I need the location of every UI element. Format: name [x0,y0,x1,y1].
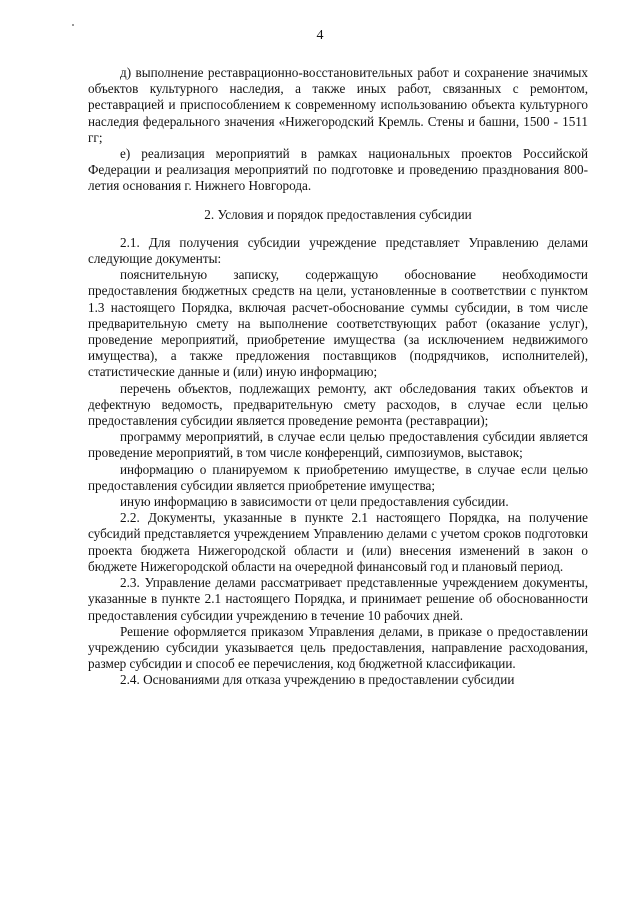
section-heading: 2. Условия и порядок предоставления субсидии [204,206,472,222]
paragraph-explanatory-note: пояснительную записку, содержащую обоснование необходимости предоставления бюджетных средств на цели, установленные в соответствии с пунктом 1.3 настоящего Порядка, включая расчет-обоснование суммы субсидии, в том числе предварительную смету на выполнение соответствующих работ (оказание услуг), проведение мероприятий, приобретение имущества (за исключением недвижимого имущества), а также предложения поставщиков (подрядчиков, исполнителей), статистические данные и (или) иную информацию; [88,267,588,380]
paragraph-decision: Решение оформляется приказом Управления делами, в приказе о предоставлении учреждению субсидии указывается цель предоставления, направление расходования, размер субсидии и способ ее перечисления, код бюджетной классификации. [88,623,588,672]
paragraph-2-4: 2.4. Основаниями для отказа учреждению в предоставлении субсидии [120,672,515,688]
paragraph-2-3: 2.3. Управление делами рассматривает представленные учреждением документы, указанные в пункте 2.1 настоящего Порядка, и принимает решение об обоснованности предоставления субсидии учреждению в течение 10 рабочих дней. [88,575,588,623]
paragraph-2-2: 2.2. Документы, указанные в пункте 2.1 настоящего Порядка, на получение субсидий представляется учреждением Управлению делами с учетом сроков подготовки проекта бюджета Нижегородской области и (или) внесения изменений в закон о бюджете Нижегородской области на очередной финансовый год и плановый период. [88,510,588,574]
paragraph-event-program: программу мероприятий, в случае если целью предоставления субсидии является проведение мероприятий, в том числе конференций, симпозиумов, выставок; [88,429,588,461]
paragraph-item-e: е) реализация мероприятий в рамках национальных проектов Российской Федерации и реализация мероприятий по подготовке и проведению празднования 800-летия основания г. Нижнего Новгорода. [88,146,588,194]
document-body [88,65,588,689]
paragraph-property-info: информацию о планируемом к приобретению имуществе, в случае если целью предоставления субсидии является приобретение имущества; [88,461,588,493]
page-number: 4 [316,28,324,43]
paragraph-item-d: д) выполнение реставрационно-восстановительных работ и сохранение значимых объектов культурного наследия, а также иных работ, связанных с ремонтом, реставрацией и приспособлением к современному использованию объекта культурного наследия федерального значения «Нижегородский Кремль. Стены и башни, 1500 - 1511 гг; [88,65,588,145]
scan-speck [72,24,74,26]
paragraph-other-info: иную информацию в зависимости от цели предоставления субсидии. [120,494,509,510]
paragraph-repair-list: перечень объектов, подлежащих ремонту, акт обследования таких объектов и дефектную ведомость, предварительную смету расходов, в случае если целью предоставления субсидии является проведение ремонта (реставрации); [88,380,588,429]
paragraph-2-1: 2.1. Для получения субсидии учреждение представляет Управлению делами следующие документы: [88,234,588,267]
